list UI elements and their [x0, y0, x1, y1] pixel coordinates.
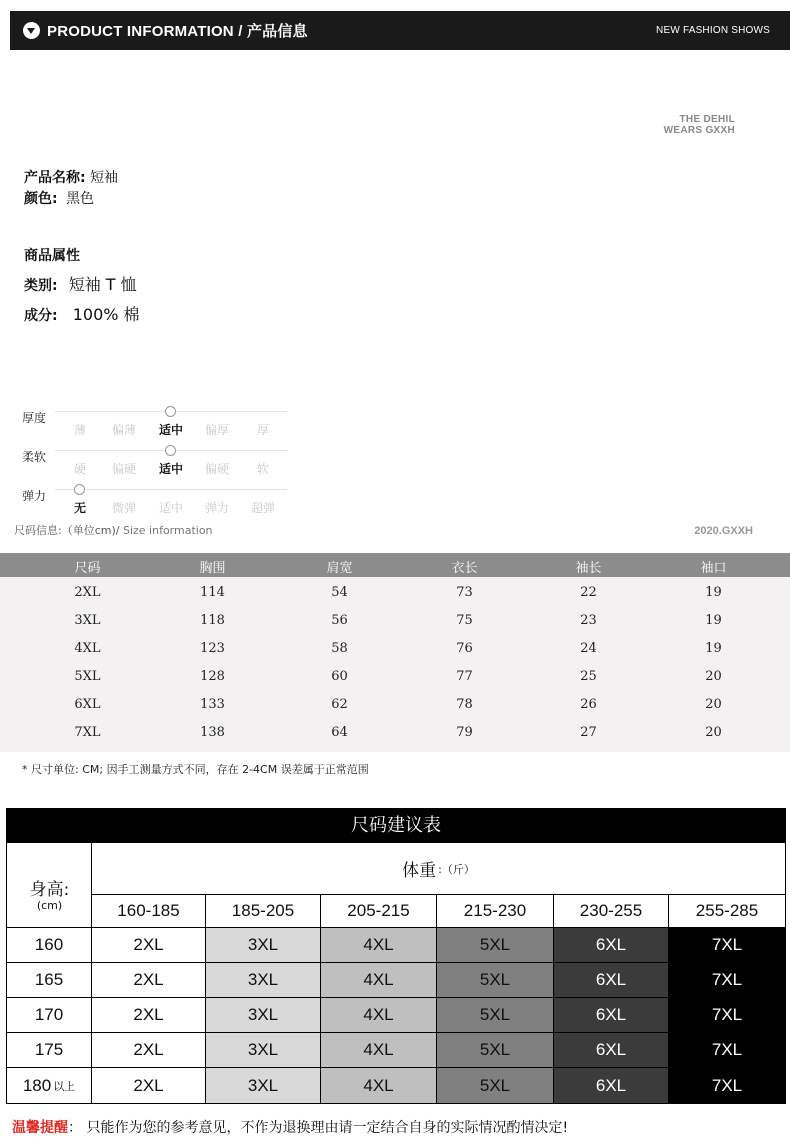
year-mark: 2020.GXXH	[694, 525, 753, 537]
scale-option: 超弹	[250, 501, 275, 515]
reminder-text: 只能作为您的参考意见，不作为退换理由请一定结合自身的实际情况酌情决定!	[82, 1120, 569, 1136]
size-cell: 7XL	[669, 1033, 785, 1068]
size-cell: 4XL	[321, 1068, 437, 1103]
scale-option: 偏硬	[111, 462, 136, 476]
product-name-value: 短袖	[90, 170, 119, 186]
height-value: 170	[34, 1005, 64, 1024]
scale-label-1: 柔软	[22, 450, 47, 464]
measurement-cell: 54	[331, 585, 348, 600]
measurement-cell: 133	[200, 697, 225, 712]
size-cell: 7XL	[669, 963, 785, 998]
product-color-row	[24, 188, 94, 208]
header-tagline: NEW FASHION SHOWS	[656, 25, 770, 36]
scale-option: 厚	[256, 423, 269, 437]
scale-label-0: 厚度	[22, 411, 47, 425]
size-cell: 2XL	[92, 928, 206, 963]
measurement-cell: 128	[200, 669, 225, 684]
height-cell	[7, 1068, 92, 1103]
measurement-cell: 24	[580, 641, 597, 656]
scale-line	[55, 489, 287, 490]
measurement-cell: 3XL	[74, 613, 101, 628]
measurement-cell: 2XL	[74, 585, 101, 600]
measurement-cell: 73	[456, 585, 473, 600]
size-cell: 5XL	[437, 928, 554, 963]
scale-option: 弹力	[204, 501, 229, 515]
product-color-label: 颜色:	[24, 191, 58, 207]
height-value: 175	[34, 1040, 64, 1059]
size-cell: 6XL	[554, 1033, 669, 1068]
measurement-cell: 58	[331, 641, 348, 656]
measurement-cell: 118	[200, 613, 225, 628]
height-value: 180	[22, 1075, 52, 1095]
measurement-cell: 5XL	[74, 669, 101, 684]
attributes-heading: 商品属性	[24, 248, 80, 264]
measurement-cell: 20	[705, 725, 722, 740]
product-name-row	[24, 167, 118, 187]
size-recommendation-table	[6, 808, 786, 1104]
height-value: 165	[34, 970, 64, 989]
weight-range-cell: 160-185	[92, 895, 206, 928]
measurement-cell: 60	[331, 669, 348, 684]
size-cell: 2XL	[92, 1068, 206, 1103]
size-cell: 6XL	[554, 1068, 669, 1103]
recommendation-title: 尺码建议表	[7, 809, 785, 843]
product-name-label: 产品名称:	[24, 170, 86, 186]
brand-text	[664, 114, 735, 136]
measurement-cell: 26	[580, 697, 597, 712]
size-cell: 2XL	[92, 1033, 206, 1068]
height-value: 160	[34, 935, 64, 954]
chevron-down-circle-icon	[23, 22, 40, 39]
size-cell: 3XL	[206, 1068, 321, 1103]
size-cell: 5XL	[437, 1033, 554, 1068]
scale-option: 适中	[158, 501, 183, 515]
weight-label: 体重	[402, 861, 437, 881]
measurement-header-cell: 袖长	[575, 561, 602, 576]
header-title: PRODUCT INFORMATION / 产品信息	[47, 23, 308, 40]
size-cell: 6XL	[554, 928, 669, 963]
reminder-key: 温馨提醒	[12, 1120, 68, 1136]
size-cell: 5XL	[437, 998, 554, 1033]
measurement-cell: 22	[580, 585, 597, 600]
measurement-header-cell: 胸围	[199, 561, 226, 576]
size-cell: 3XL	[206, 998, 321, 1033]
product-material-value: 100% 棉	[72, 305, 140, 324]
product-material-label: 成分:	[24, 308, 58, 324]
measurement-cell: 138	[200, 725, 225, 740]
height-cell	[7, 998, 92, 1033]
measurement-cell: 27	[580, 725, 597, 740]
scale-marker-icon	[165, 406, 176, 417]
measurement-cell: 23	[580, 613, 597, 628]
brand-line-2: WEARS GXXH	[663, 125, 735, 136]
measurement-cell: 76	[456, 641, 473, 656]
weight-unit: :（斤）	[438, 862, 475, 876]
measurement-cell: 20	[705, 669, 722, 684]
measurement-cell: 25	[580, 669, 597, 684]
measurement-cell: 123	[200, 641, 225, 656]
size-cell: 4XL	[321, 963, 437, 998]
scale-option: 偏硬	[204, 462, 229, 476]
size-cell: 3XL	[206, 1033, 321, 1068]
measurement-header-cell: 衣长	[451, 561, 478, 576]
size-cell: 4XL	[321, 928, 437, 963]
size-cell: 6XL	[554, 963, 669, 998]
measurement-cell: 19	[705, 613, 722, 628]
size-cell: 5XL	[437, 1068, 554, 1103]
scale-option: 硬	[73, 462, 86, 476]
measurement-cell: 7XL	[74, 725, 101, 740]
product-category-value: 短袖 T 恤	[68, 275, 137, 294]
weight-range-cell: 255-285	[669, 895, 785, 928]
measurement-cell: 20	[705, 697, 722, 712]
height-label: 身高:	[29, 880, 70, 900]
measurement-cell: 19	[705, 641, 722, 656]
scale-option: 薄	[73, 423, 86, 437]
measurement-table-body	[0, 577, 790, 752]
weight-header	[92, 843, 785, 895]
measurement-cell: 114	[200, 585, 225, 600]
weight-range-cell: 185-205	[206, 895, 321, 928]
scale-option: 无	[73, 501, 86, 515]
height-cell	[7, 963, 92, 998]
height-unit: (cm)	[36, 899, 63, 912]
size-cell: 3XL	[206, 928, 321, 963]
measurement-cell: 6XL	[74, 697, 101, 712]
scale-option: 偏厚	[204, 423, 229, 437]
measurement-cell: 64	[331, 725, 348, 740]
size-cell: 6XL	[554, 998, 669, 1033]
measurement-cell: 19	[705, 585, 722, 600]
measurement-header-cell: 尺码	[74, 561, 101, 576]
measurement-cell: 56	[331, 613, 348, 628]
scale-marker-icon	[165, 445, 176, 456]
size-cell: 2XL	[92, 963, 206, 998]
measurement-cell: 75	[456, 613, 473, 628]
height-header	[7, 843, 92, 928]
measurement-cell: 77	[456, 669, 473, 684]
size-cell: 2XL	[92, 998, 206, 1033]
brand-line-1: THE DEHIL	[679, 114, 735, 125]
reminder-sep: ：	[68, 1120, 82, 1136]
height-cell	[7, 928, 92, 963]
product-color-value: 黑色	[66, 191, 95, 207]
scale-option: 微弹	[111, 501, 136, 515]
size-cell: 5XL	[437, 963, 554, 998]
weight-range-cell: 205-215	[321, 895, 437, 928]
measurement-cell: 78	[456, 697, 473, 712]
scale-marker-icon	[74, 484, 85, 495]
product-material-row	[24, 302, 140, 325]
size-cell: 4XL	[321, 998, 437, 1033]
scale-option: 适中	[158, 423, 183, 437]
header-bar	[10, 11, 790, 50]
measurement-header-cell: 肩宽	[326, 561, 353, 576]
scale-option: 软	[256, 462, 269, 476]
size-cell: 3XL	[206, 963, 321, 998]
weight-range-cell: 215-230	[437, 895, 554, 928]
product-category-row	[24, 272, 137, 295]
size-cell: 7XL	[669, 928, 785, 963]
size-cell: 7XL	[669, 1068, 785, 1103]
reminder-note	[12, 1117, 568, 1137]
scale-label-2: 弹力	[22, 489, 47, 503]
measurement-cell: 62	[331, 697, 348, 712]
measurement-footnote: * 尺寸单位: CM; 因手工测量方式不同，存在 2-4CM 误差属于正常范围	[22, 763, 369, 776]
measurement-cell: 79	[456, 725, 473, 740]
size-cell: 4XL	[321, 1033, 437, 1068]
height-suffix: 以上	[53, 1080, 76, 1093]
size-info-label: 尺码信息:（单位cm)/ Size information	[14, 524, 213, 537]
scale-option: 偏薄	[111, 423, 136, 437]
measurement-cell: 4XL	[74, 641, 101, 656]
weight-range-cell: 230-255	[554, 895, 669, 928]
measurement-table-header	[0, 553, 790, 577]
height-cell	[7, 1033, 92, 1068]
product-category-label: 类别:	[24, 278, 58, 294]
size-cell: 7XL	[669, 998, 785, 1033]
scale-option: 适中	[158, 462, 183, 476]
measurement-header-cell: 袖口	[700, 561, 727, 576]
